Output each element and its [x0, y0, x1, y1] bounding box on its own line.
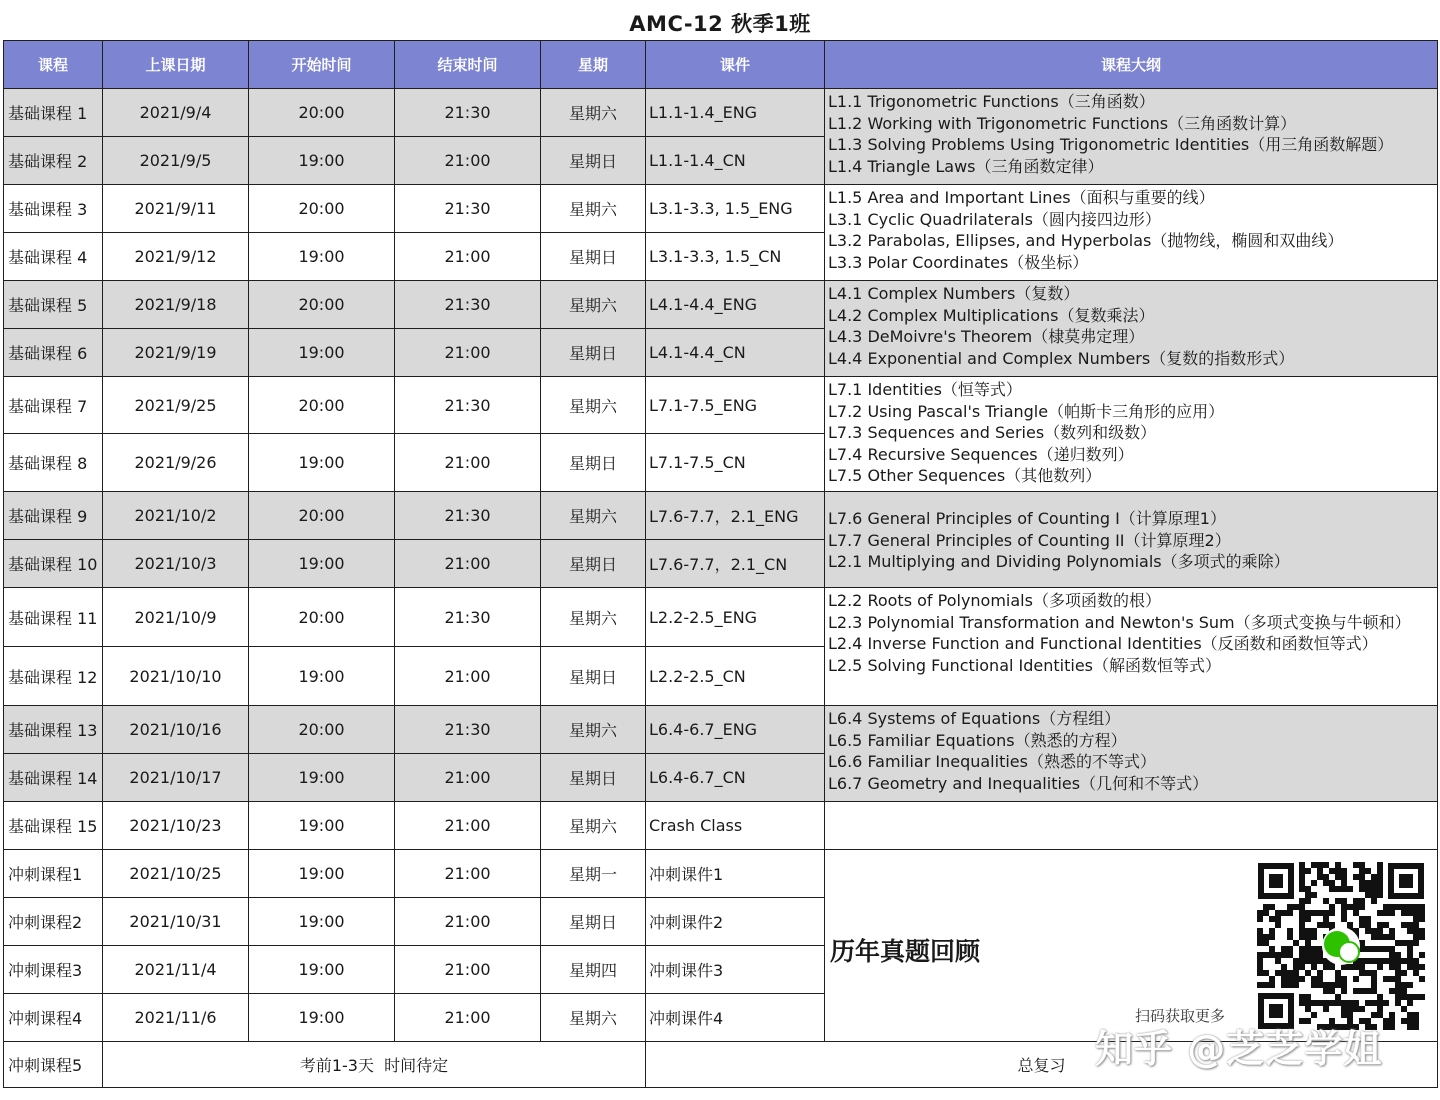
course-cell: 冲刺课程4	[4, 994, 103, 1042]
header-start: 开始时间	[249, 41, 395, 89]
end-cell: 21:00	[395, 754, 541, 802]
outline-line: L2.5 Solving Functional Identities（解函数恒等式）	[828, 655, 1222, 675]
header-weekday: 星期	[541, 41, 646, 89]
final-review-cell: 总复习	[646, 1042, 1438, 1088]
end-cell: 21:30	[395, 706, 541, 754]
end-cell: 21:00	[395, 434, 541, 492]
outline-line: L3.2 Parabolas, Ellipses, and Hyperbolas（抛物线，椭圆和双曲线）	[828, 231, 1344, 250]
material-cell: L4.1-4.4_ENG	[646, 281, 825, 329]
outline-line: L7.7 General Principles of Counting II（计算原理2）	[828, 530, 1231, 550]
outline-line: L2.2 Roots of Polynomials（多项函数的根）	[828, 591, 1161, 610]
weekday-cell: 星期六	[541, 492, 646, 540]
course-cell: 冲刺课程1	[4, 850, 103, 898]
course-cell: 基础课程 12	[4, 647, 103, 706]
outline-line: L6.6 Familiar Inequalities（熟悉的不等式）	[828, 752, 1156, 771]
course-cell: 基础课程 13	[4, 706, 103, 754]
course-cell: 基础课程 2	[4, 137, 103, 185]
course-cell: 冲刺课程3	[4, 946, 103, 994]
start-cell: 19:00	[249, 802, 395, 850]
course-cell: 基础课程 8	[4, 434, 103, 492]
date-cell: 2021/9/11	[103, 185, 249, 233]
start-cell: 19:00	[249, 994, 395, 1042]
outline-cell-empty	[825, 802, 1438, 850]
schedule-table	[3, 40, 1438, 1088]
table-row	[4, 850, 1438, 898]
outline-line: L6.7 Geometry and Inequalities（几何和不等式）	[828, 773, 1209, 793]
outline-line: L4.1 Complex Numbers（复数）	[828, 284, 1080, 303]
course-cell: 基础课程 11	[4, 588, 103, 647]
end-cell: 21:30	[395, 588, 541, 647]
weekday-cell: 星期六	[541, 994, 646, 1042]
material-cell: L1.1-1.4_ENG	[646, 89, 825, 137]
start-cell: 19:00	[249, 540, 395, 588]
material-cell: Crash Class	[646, 802, 825, 850]
outline-line: L7.2 Using Pascal's Triangle（帕斯卡三角形的应用）	[828, 401, 1225, 421]
outline-line: L7.4 Recursive Sequences（递归数列）	[828, 444, 1134, 464]
material-cell: L7.6-7.7，2.1_ENG	[646, 492, 825, 540]
outline-cell	[825, 89, 1438, 185]
outline-cell	[825, 377, 1438, 492]
start-cell: 19:00	[249, 647, 395, 706]
material-cell: L3.1-3.3, 1.5_CN	[646, 233, 825, 281]
course-cell: 基础课程 4	[4, 233, 103, 281]
date-cell: 2021/9/18	[103, 281, 249, 329]
table-row	[4, 377, 1438, 434]
end-cell: 21:00	[395, 329, 541, 377]
course-cell: 基础课程 15	[4, 802, 103, 850]
outline-line: L1.2 Working with Trigonometric Functions（三角函数计算）	[828, 113, 1297, 133]
outline-line: L3.3 Polar Coordinates（极坐标）	[828, 252, 1089, 272]
start-cell: 19:00	[249, 898, 395, 946]
outline-line: L4.3 DeMoivre's Theorem（棣莫弗定理）	[828, 327, 1145, 346]
start-cell: 19:00	[249, 137, 395, 185]
table-row	[4, 706, 1438, 754]
start-cell: 20:00	[249, 377, 395, 434]
material-cell: 冲刺课件3	[646, 946, 825, 994]
start-cell: 20:00	[249, 706, 395, 754]
start-cell: 19:00	[249, 329, 395, 377]
schedule-pending-cell: 考前1-3天 时间待定	[103, 1042, 646, 1088]
outline-cell	[825, 706, 1438, 802]
table-row	[4, 281, 1438, 329]
outline-line: L3.1 Cyclic Quadrilaterals（圆内接四边形）	[828, 209, 1161, 229]
outline-line: L7.3 Sequences and Series（数列和级数）	[828, 423, 1157, 442]
date-cell: 2021/10/16	[103, 706, 249, 754]
header-outline: 课程大纲	[825, 41, 1438, 89]
date-cell: 2021/10/3	[103, 540, 249, 588]
header-course: 课程	[4, 41, 103, 89]
outline-line: L7.6 General Principles of Counting I（计算原理1）	[828, 509, 1226, 529]
outline-cell	[825, 492, 1438, 588]
weekday-cell: 星期一	[541, 850, 646, 898]
end-cell: 21:00	[395, 647, 541, 706]
start-cell: 20:00	[249, 492, 395, 540]
table-header-row	[4, 41, 1438, 89]
weekday-cell: 星期日	[541, 233, 646, 281]
page-title: AMC-12 秋季1班	[629, 12, 811, 36]
course-cell: 基础课程 1	[4, 89, 103, 137]
date-cell: 2021/10/31	[103, 898, 249, 946]
course-cell: 冲刺课程5	[4, 1042, 103, 1088]
weekday-cell: 星期六	[541, 588, 646, 647]
outline-line: L7.5 Other Sequences（其他数列）	[828, 466, 1102, 485]
end-cell: 21:00	[395, 994, 541, 1042]
weekday-cell: 星期日	[541, 434, 646, 492]
header-end: 结束时间	[395, 41, 541, 89]
date-cell: 2021/10/10	[103, 647, 249, 706]
course-cell: 基础课程 9	[4, 492, 103, 540]
qr-code-icon[interactable]	[1257, 862, 1425, 1030]
weekday-cell: 星期日	[541, 540, 646, 588]
end-cell: 21:30	[395, 492, 541, 540]
date-cell: 2021/11/6	[103, 994, 249, 1042]
qr-caption: 扫码获取更多	[1135, 1007, 1226, 1025]
material-cell: L4.1-4.4_CN	[646, 329, 825, 377]
date-cell: 2021/10/9	[103, 588, 249, 647]
outline-line: L1.5 Area and Important Lines（面积与重要的线）	[828, 188, 1215, 207]
start-cell: 19:00	[249, 233, 395, 281]
outline-line: L7.1 Identities（恒等式）	[828, 380, 1022, 399]
start-cell: 19:00	[249, 946, 395, 994]
material-cell: L2.2-2.5_ENG	[646, 588, 825, 647]
outline-line: L2.4 Inverse Function and Functional Identities（反函数和函数恒等式）	[828, 634, 1378, 653]
review-title: 历年真题回顾	[830, 937, 981, 966]
table-row	[4, 588, 1438, 647]
weekday-cell: 星期六	[541, 802, 646, 850]
course-cell: 基础课程 10	[4, 540, 103, 588]
outline-line: L1.4 Triangle Laws（三角函数定律）	[828, 156, 1104, 176]
material-cell: 冲刺课件1	[646, 850, 825, 898]
end-cell: 21:00	[395, 946, 541, 994]
material-cell: 冲刺课件2	[646, 898, 825, 946]
material-cell: L1.1-1.4_CN	[646, 137, 825, 185]
material-cell: L7.1-7.5_ENG	[646, 377, 825, 434]
date-cell: 2021/9/25	[103, 377, 249, 434]
date-cell: 2021/10/25	[103, 850, 249, 898]
table-row	[4, 492, 1438, 540]
end-cell: 21:00	[395, 233, 541, 281]
start-cell: 19:00	[249, 434, 395, 492]
outline-line: L6.4 Systems of Equations（方程组）	[828, 709, 1121, 728]
course-cell: 基础课程 7	[4, 377, 103, 434]
header-date: 上课日期	[103, 41, 249, 89]
end-cell: 21:30	[395, 185, 541, 233]
end-cell: 21:30	[395, 281, 541, 329]
date-cell: 2021/10/23	[103, 802, 249, 850]
weekday-cell: 星期日	[541, 137, 646, 185]
outline-cell	[825, 185, 1438, 281]
date-cell: 2021/9/4	[103, 89, 249, 137]
end-cell: 21:30	[395, 377, 541, 434]
end-cell: 21:00	[395, 850, 541, 898]
weekday-cell: 星期日	[541, 329, 646, 377]
weekday-cell: 星期日	[541, 898, 646, 946]
weekday-cell: 星期四	[541, 946, 646, 994]
weekday-cell: 星期日	[541, 754, 646, 802]
outline-line: L4.2 Complex Multiplications（复数乘法）	[828, 305, 1155, 325]
course-cell: 冲刺课程2	[4, 898, 103, 946]
date-cell: 2021/9/5	[103, 137, 249, 185]
end-cell: 21:00	[395, 540, 541, 588]
material-cell: L2.2-2.5_CN	[646, 647, 825, 706]
outline-line: L1.3 Solving Problems Using Trigonometric Identities（用三角函数解题）	[828, 135, 1394, 154]
outline-line: L2.3 Polynomial Transformation and Newton's Sum（多项式变换与牛顿和）	[828, 612, 1411, 632]
end-cell: 21:00	[395, 137, 541, 185]
start-cell: 20:00	[249, 281, 395, 329]
course-cell: 基础课程 3	[4, 185, 103, 233]
start-cell: 19:00	[249, 850, 395, 898]
outline-cell	[825, 281, 1438, 377]
weekday-cell: 星期六	[541, 706, 646, 754]
table-row	[4, 185, 1438, 233]
end-cell: 21:30	[395, 89, 541, 137]
material-cell: L6.4-6.7_CN	[646, 754, 825, 802]
material-cell: L3.1-3.3, 1.5_ENG	[646, 185, 825, 233]
watermark: 知乎 @芝芝学姐	[1095, 1027, 1383, 1071]
start-cell: 19:00	[249, 754, 395, 802]
outline-line: L6.5 Familiar Equations（熟悉的方程）	[828, 730, 1127, 750]
weekday-cell: 星期六	[541, 89, 646, 137]
review-cell	[825, 850, 1438, 1042]
course-cell: 基础课程 5	[4, 281, 103, 329]
table-row	[4, 802, 1438, 850]
material-cell: 冲刺课件4	[646, 994, 825, 1042]
end-cell: 21:00	[395, 898, 541, 946]
course-cell: 基础课程 14	[4, 754, 103, 802]
table-row	[4, 89, 1438, 137]
outline-cell	[825, 588, 1438, 706]
date-cell: 2021/9/19	[103, 329, 249, 377]
course-cell: 基础课程 6	[4, 329, 103, 377]
material-cell: L6.4-6.7_ENG	[646, 706, 825, 754]
outline-line: L2.1 Multiplying and Dividing Polynomials（多项式的乘除）	[828, 552, 1290, 572]
material-cell: L7.1-7.5_CN	[646, 434, 825, 492]
start-cell: 20:00	[249, 185, 395, 233]
weekday-cell: 星期六	[541, 377, 646, 434]
weekday-cell: 星期日	[541, 647, 646, 706]
outline-line: L4.4 Exponential and Complex Numbers（复数的指数形式）	[828, 348, 1295, 368]
date-cell: 2021/9/26	[103, 434, 249, 492]
date-cell: 2021/10/2	[103, 492, 249, 540]
header-material: 课件	[646, 41, 825, 89]
weekday-cell: 星期六	[541, 185, 646, 233]
start-cell: 20:00	[249, 588, 395, 647]
material-cell: L7.6-7.7，2.1_CN	[646, 540, 825, 588]
date-cell: 2021/9/12	[103, 233, 249, 281]
end-cell: 21:00	[395, 802, 541, 850]
date-cell: 2021/11/4	[103, 946, 249, 994]
weekday-cell: 星期六	[541, 281, 646, 329]
outline-line: L1.1 Trigonometric Functions（三角函数）	[828, 92, 1155, 111]
start-cell: 20:00	[249, 89, 395, 137]
date-cell: 2021/10/17	[103, 754, 249, 802]
